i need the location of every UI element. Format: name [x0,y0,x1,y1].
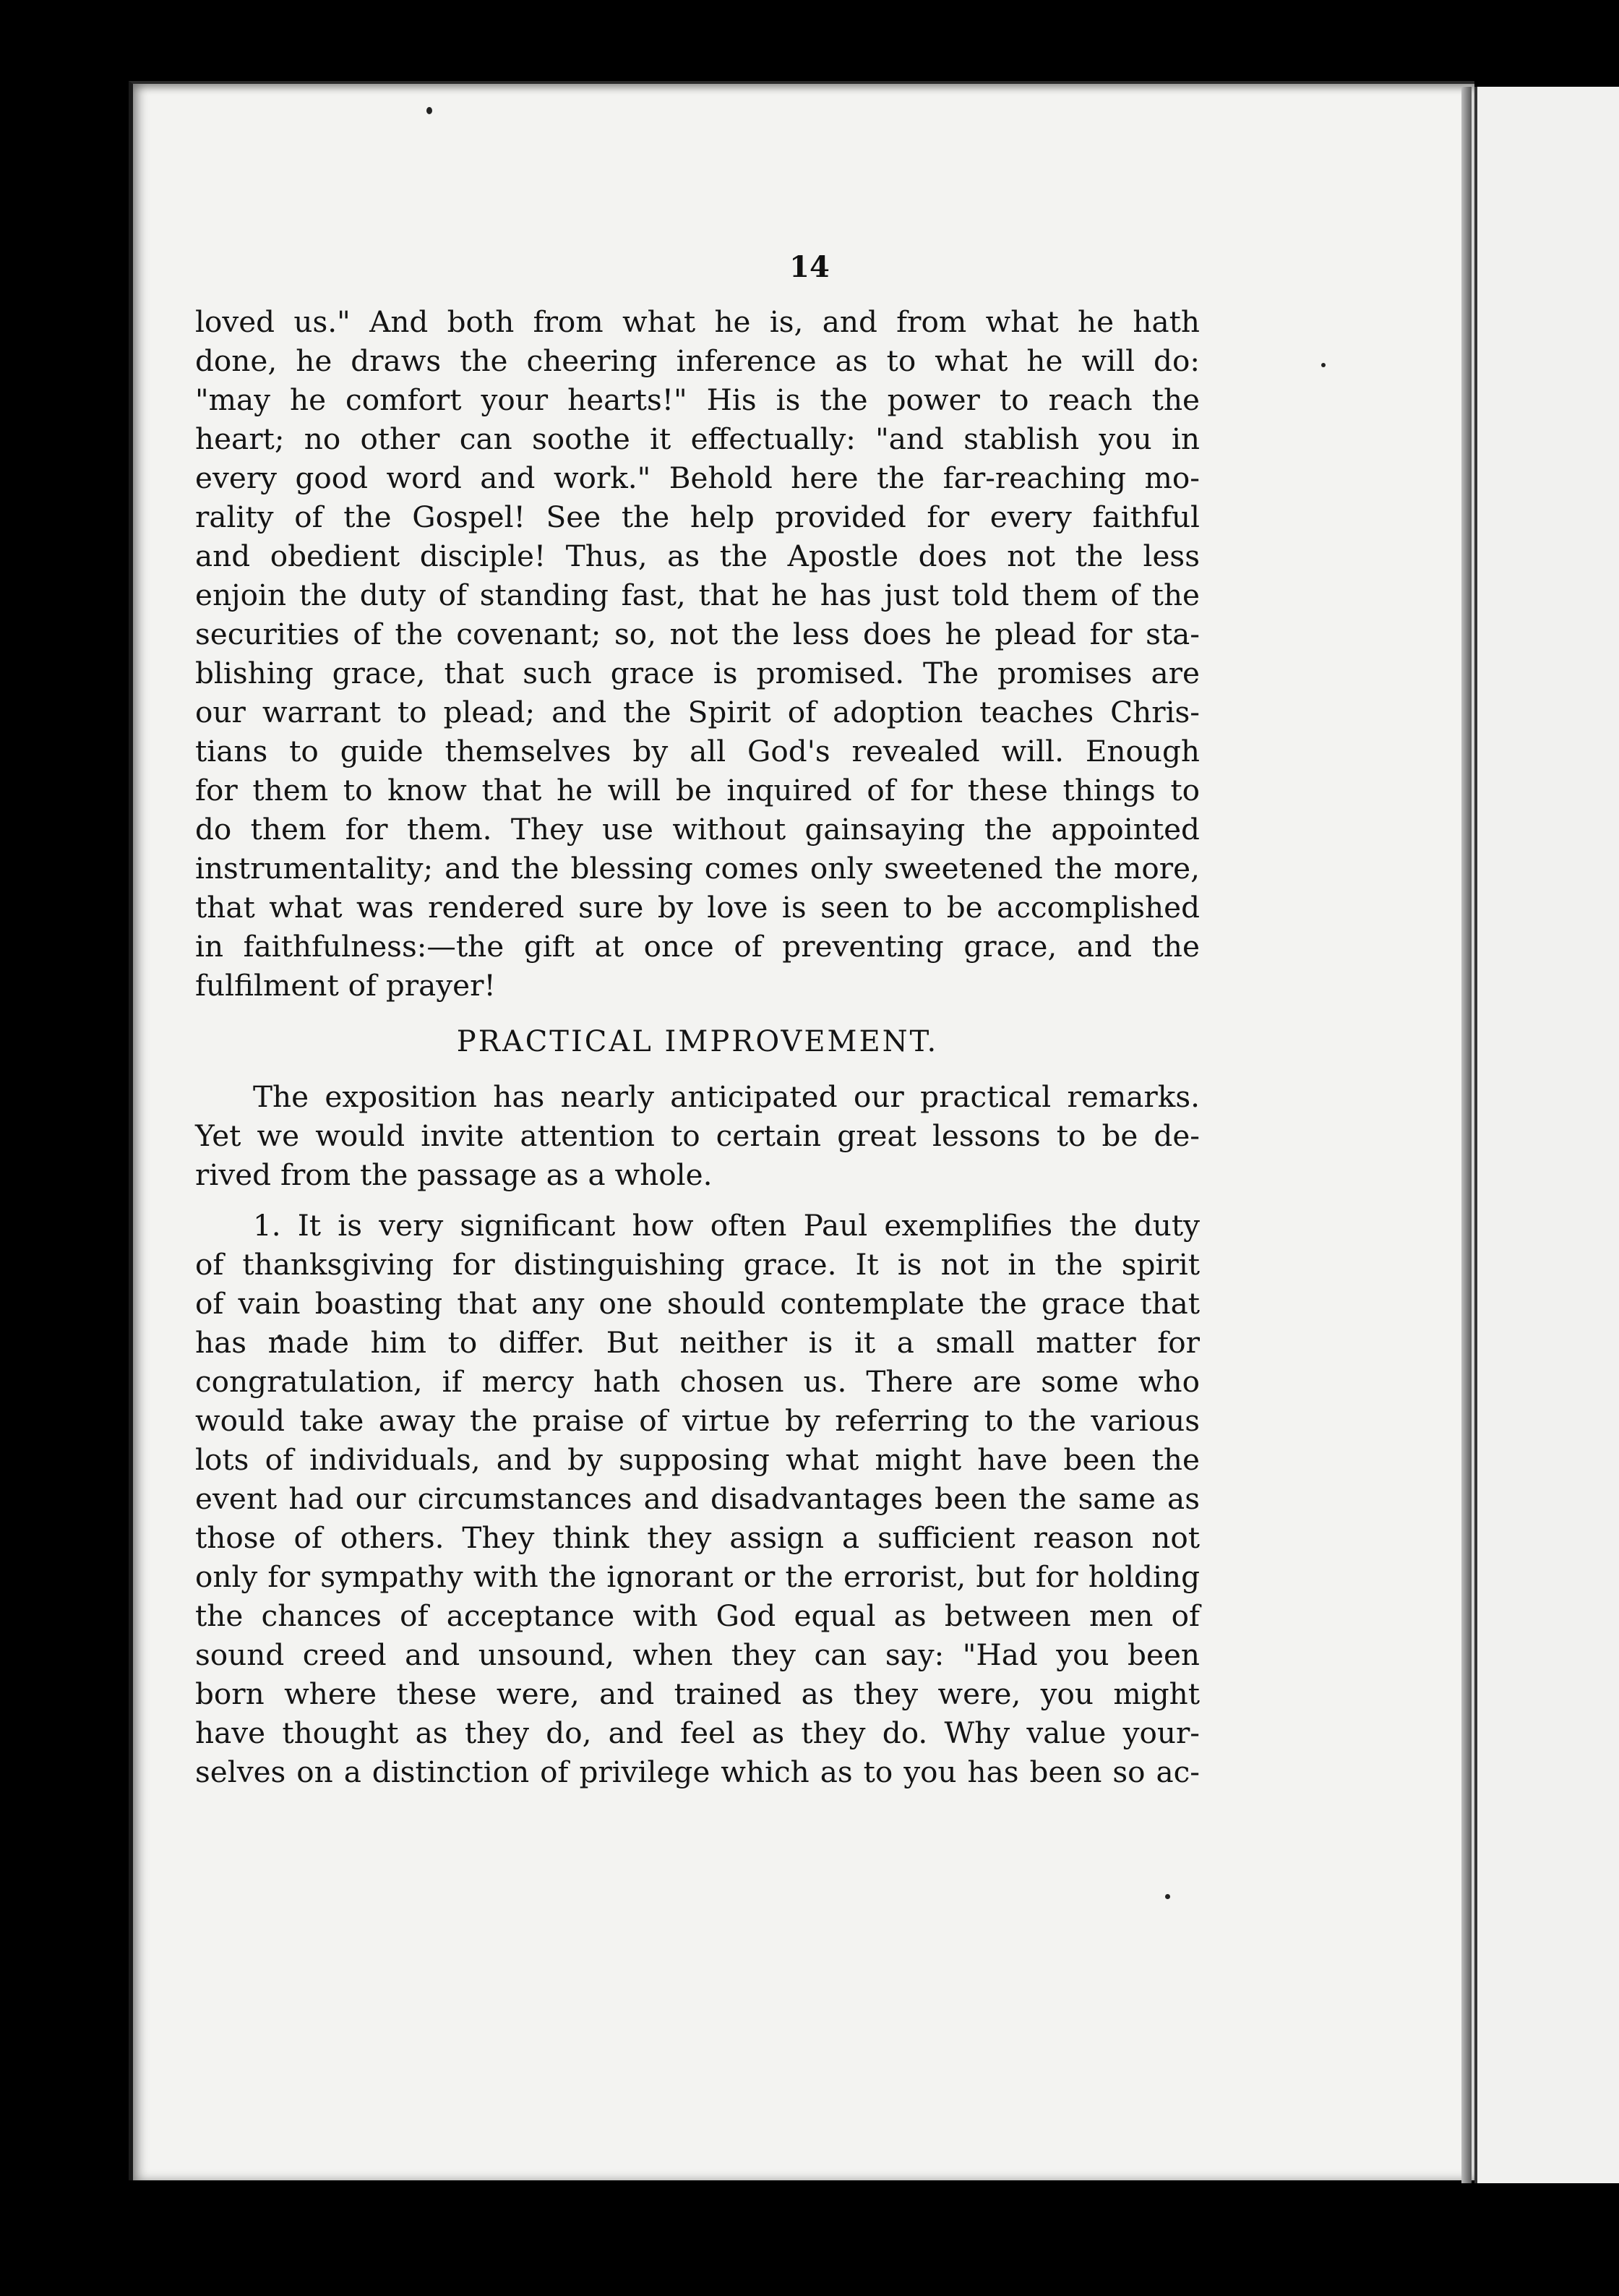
text-line: every good word and work." Behold here the far-reaching mo- [195,461,1200,495]
adjacent-page-edge [1474,87,1619,2183]
text-line: in faithfulness:—the gift at once of preventing grace, and the [195,929,1200,964]
text-line: blishing grace, that such grace is promised. The promises are [195,656,1200,690]
text-line: that what was rendered sure by love is seen to be accomplished [195,890,1200,925]
text-line: and obedient disciple! Thus, as the Apostle does not the less [195,539,1200,573]
scan-speck [426,107,432,114]
text-line: selves on a distinction of privilege which as to you has been so ac- [195,1755,1200,1789]
scan-speck [1321,363,1326,367]
text-line: heart; no other can soothe it effectually: "and stablish you in [195,421,1200,456]
section-heading: PRACTICAL IMPROVEMENT. [456,1025,939,1058]
text-line: sound creed and unsound, when they can say: "Had you been [195,1637,1200,1672]
text-line: Yet we would invite attention to certain great lessons to be de- [195,1118,1200,1153]
text-line: "may he comfort your hearts!" His is the power to reach the [195,382,1200,417]
text-line: rived from the passage as a whole. [195,1157,713,1192]
scan-speck [1165,1894,1170,1899]
text-line: event had our circumstances and disadvantages been the same as [195,1481,1200,1516]
paragraph-exposition [195,1077,1200,1194]
page-number: 14 [789,250,830,284]
text-line: 1. It is very significant how often Paul exemplifies the duty [253,1208,1200,1243]
text-line: the chances of acceptance with God equal as between men of [195,1598,1200,1633]
text-line: has made him to differ. But neither is it a small matter for [195,1325,1200,1360]
text-line: for them to know that he will be inquired of for these things to [195,773,1200,808]
text-line: of thanksgiving for distinguishing grace. It is not in the spirit [195,1247,1200,1282]
paragraph-continuation [195,302,1200,1005]
text-line: rality of the Gospel! See the help provided for every faithful [195,500,1200,534]
page-gutter-shadow [1461,87,1472,2183]
text-line: only for sympathy with the ignorant or the errorist, but for holding [195,1559,1200,1594]
text-line: of vain boasting that any one should contemplate the grace that [195,1286,1200,1321]
text-line: do them for them. They use without gainsaying the appointed [195,812,1200,847]
text-line: fulfilment of prayer! [195,968,496,1003]
text-line: loved us." And both from what he is, and from what he hath [195,304,1200,339]
text-line: instrumentality; and the blessing comes only sweetened the more, [195,851,1200,886]
paragraph-gap [195,1194,1200,1206]
text-line: securities of the covenant; so, not the less does he plead for sta- [195,617,1200,651]
page-body [195,302,1200,1791]
text-line: born where these were, and trained as they were, you might [195,1676,1200,1711]
text-line: tians to guide themselves by all God's revealed will. Enough [195,734,1200,768]
text-line: would take away the praise of virtue by referring to the various [195,1403,1200,1438]
paragraph-point-one [195,1206,1200,1791]
text-line: our warrant to plead; and the Spirit of adoption teaches Chris- [195,695,1200,729]
text-line: enjoin the duty of standing fast, that he has just told them of the [195,578,1200,612]
text-line: those of others. They think they assign a sufficient reason not [195,1520,1200,1555]
text-line: congratulation, if mercy hath chosen us. There are some who [195,1364,1200,1399]
text-line: have thought as they do, and feel as they do. Why value your- [195,1715,1200,1750]
text-line: lots of individuals, and by supposing what might have been the [195,1442,1200,1477]
text-line: done, he draws the cheering inference as to what he will do: [195,343,1200,378]
text-line: The exposition has nearly anticipated our practical remarks. [253,1079,1200,1114]
